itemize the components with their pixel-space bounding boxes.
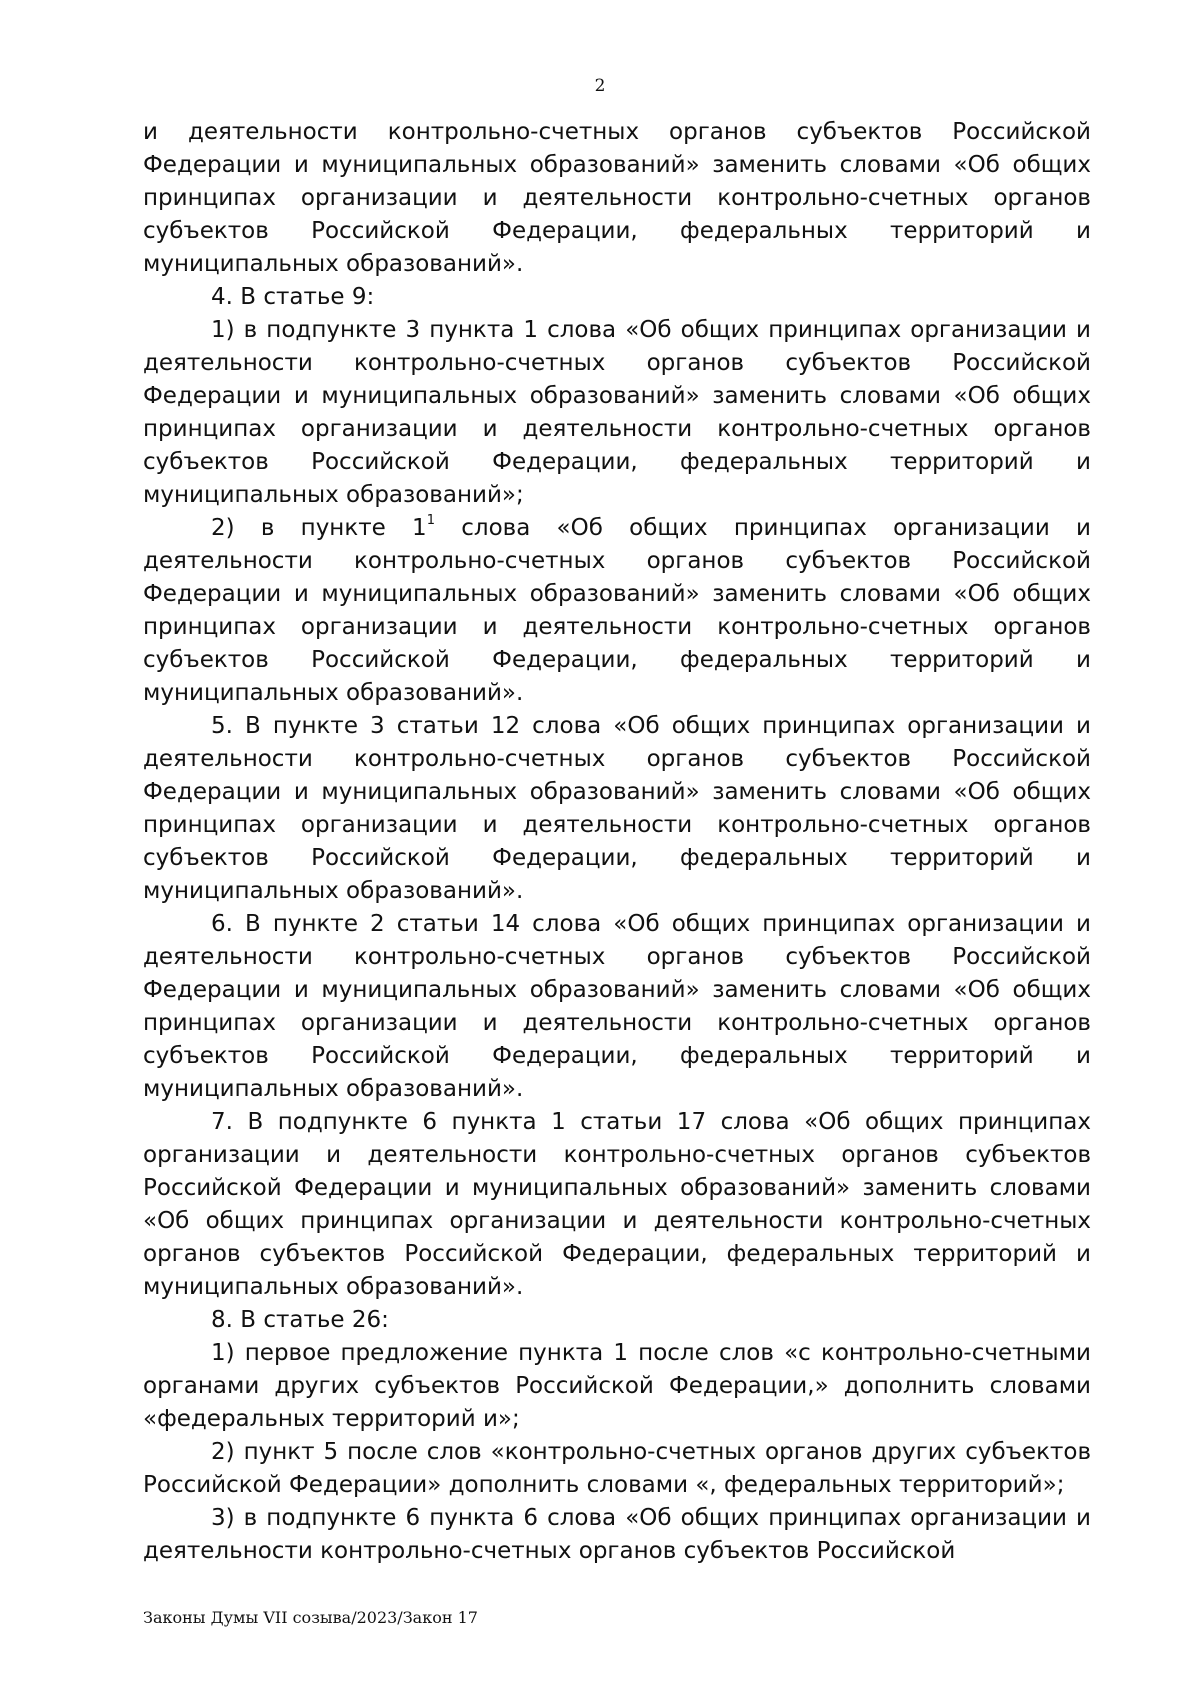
paragraph-item-6: 6. В пункте 2 статьи 14 слова «Об общих принципах организации и деятельности контрольно-счетных органов субъектов Российской Федерации и муниципальных образований» заменить словами «Об общих принципах организации и деятельности контрольно-счетных органов субъектов Российской Федерации, федеральных территорий и муниципальных образований».: [143, 911, 1091, 1102]
paragraph-item-4-2-start: 2) в пункте 1: [211, 515, 427, 541]
footer-reference: Законы Думы VII созыва/2023/Закон 17: [143, 1608, 478, 1627]
paragraph-item-4-2-rest: слова «Об общих принципах организации и деятельности контрольно-счетных органов субъектов Российской Федерации и муниципальных образований» заменить словами «Об общих принципах организации и деятельности контрольно-счетных органов субъектов Российской Федерации, федеральных территорий и муниципальных образований».: [143, 515, 1092, 706]
paragraph-item-5: 5. В пункте 3 статьи 12 слова «Об общих принципах организации и деятельности контрольно-счетных органов субъектов Российской Федерации и муниципальных образований» заменить словами «Об общих принципах организации и деятельности контрольно-счетных органов субъектов Российской Федерации, федеральных территорий и муниципальных образований».: [143, 713, 1091, 904]
paragraph-item-7: 7. В подпункте 6 пункта 1 статьи 17 слова «Об общих принципах организации и деятельности контрольно-счетных органов субъектов Российской Федерации и муниципальных образований» заменить словами «Об общих принципах организации и деятельности контрольно-счетных органов субъектов Российской Федерации, федеральных территорий и муниципальных образований».: [143, 1109, 1091, 1300]
paragraph-item-8-2: 2) пункт 5 после слов «контрольно-счетных органов других субъектов Российской Федерации» дополнить словами «, федеральных территорий»;: [143, 1439, 1091, 1498]
paragraph-item-4-2: [143, 512, 1091, 710]
paragraph-item-4-1: 1) в подпункте 3 пункта 1 слова «Об общих принципах организации и деятельности контрольно-счетных органов субъектов Российской Федерации и муниципальных образований» заменить словами «Об общих принципах организации и деятельности контрольно-счетных органов субъектов Российской Федерации, федеральных территорий и муниципальных образований»;: [143, 317, 1091, 508]
document-body: [143, 116, 1091, 1568]
paragraph-item-4: 4. В статье 9:: [211, 284, 375, 310]
superscript-index: 1: [426, 513, 435, 528]
page-number: 2: [594, 76, 606, 96]
paragraph-item-8-3: 3) в подпункте 6 пункта 6 слова «Об общих принципах организации и деятельности контрольно-счетных органов субъектов Российской: [143, 1505, 1091, 1564]
paragraph-continuation: и деятельности контрольно-счетных органов субъектов Российской Федерации и муниципальных образований» заменить словами «Об общих принципах организации и деятельности контрольно-счетных органов субъектов Российской Федерации, федеральных территорий и муниципальных образований».: [143, 119, 1091, 277]
paragraph-item-8-1: 1) первое предложение пункта 1 после слов «с контрольно-счетными органами других субъектов Российской Федерации,» дополнить словами «федеральных территорий и»;: [143, 1340, 1091, 1432]
paragraph-item-8: 8. В статье 26:: [211, 1307, 389, 1333]
